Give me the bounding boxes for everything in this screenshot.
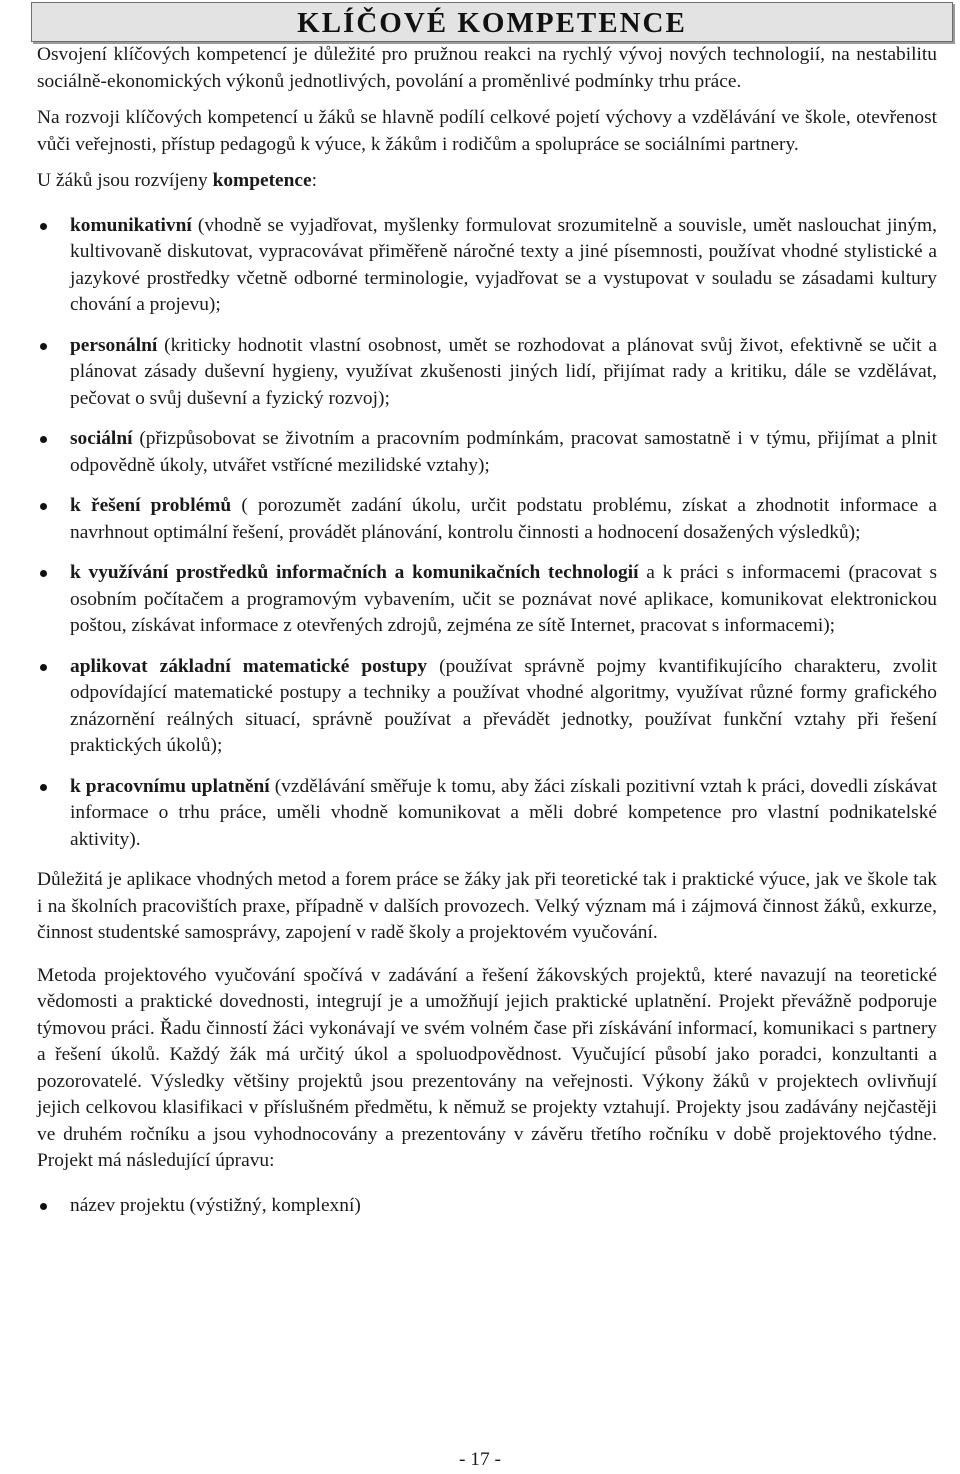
competence-text: (přizpůsobovat se životním a pracovním podmínkám, pracovat samostatně i v týmu, přijímat a plnit odpovědně úkoly, utvářet vstřícné mezilidské vztahy); [70,428,937,476]
competence-name: k využívání prostředků informačních a komunikačních technologií [70,562,639,583]
competence-text: a k práci s informacemi (pracovat s osobním počítačem a programovým vybavením, učit se poznávat nové aplikace, komunikovat elektronickou poštou, získávat informace z otevřených zdrojů, zejména ze sítě Internet, pracovat s informacemi); [70,562,937,636]
bullet-icon [40,343,47,350]
bullet-icon [40,570,47,577]
bullet-icon [40,664,47,671]
document-body [37,42,937,1233]
competence-name: komunikativní [70,214,192,236]
page-title: KLÍČOVÉ KOMPETENCE [297,7,687,39]
competences-lead [37,168,937,195]
list-item [37,333,937,413]
intro-paragraph-2: Na rozvoji klíčových kompetencí u žáků se hlavně podílí celkové pojetí výchovy a vzdělávání ve škole, otevřenost vůči veřejnosti, přístup pedagogů k výuce, k žákům i rodičům a spolupráce se sociálními partnery. [37,107,937,155]
competence-text: (vhodně se vyjadřovat, myšlenky formulovat srozumitelně a souvisle, umět naslouchat jiným, kultivovaně diskutovat, vypracovávat přiměřeně náročné texty a jiné písemnosti, používat vhodné stylistické a jazykové prostředky včetně odborné terminologie, vyjadřovat se a vystupovat v souladu se zásadami kultury chování a projevu); [70,214,937,315]
lead-text: U žáků jsou rozvíjeny [37,170,213,191]
bullet-icon [40,784,47,791]
competence-text: (kriticky hodnotit vlastní osobnost, umět se rozhodovat a plánovat svůj život, efektivně se učit a plánovat zásady duševní hygieny, využívat zkušenosti jiných lidí, přijímat rady a kritiku, dále se vzdělávat, pečovat o svůj duševní a fyzický rozvoj); [70,334,937,409]
bullet-icon [40,223,47,230]
competence-name: aplikovat základní matematické postupy [70,655,428,677]
bullet-icon [40,436,47,443]
competence-name: sociální [70,428,133,449]
list-item [37,654,937,760]
list-item [37,213,937,319]
competence-list [37,213,937,854]
list-item [37,560,937,640]
competence-name: k pracovnímu uplatnění [70,775,270,797]
title-banner [31,2,953,42]
methods-paragraph: Důležitá je aplikace vhodných metod a forem práce se žáky jak při teoretické tak i praktické výuce, jak ve škole tak i na školních pracovištích praxe, případně v dalších provozech. Velký význam má i zájmová činnost žáků, exkurze, činnost studentské samosprávy, zapojení v radě školy a projektovém vyučování. [37,869,937,943]
project-item-text: název projektu (výstižný, komplexní) [70,1194,361,1216]
competence-name: k řešení problémů [70,495,232,516]
competence-text: (vzdělávání směřuje k tomu, aby žáci získali pozitivní vztah k práci, dovedli získávat informace o trhu práce, uměli vhodně komunikovat a měli dobré kompetence pro vlastní podnikatelské aktivity). [70,775,938,850]
project-paragraph: Metoda projektového vyučování spočívá v zadávání a řešení žákovských projektů, které navazují na teoretické vědomosti a praktické dovednosti, integrují je a umožňují jejich praktické uplatnění. Projekt převážně podporuje týmovou práci. Řadu činností žáci vykonávají ve svém volném čase při získávání informací, komunikaci s partnery a řešení úkolů. Každý žák má určitý úkol a spoluodpovědnost. Vyučující působí jako poradci, konzultanti a pozorovatelé. Výsledky většiny projektů jsou prezentovány na veřejnosti. Výkony žáků v projektech ovlivňují jejich celkovou klasifikaci v příslušném předmětu, k němuž se projekty vztahují. Projekty jsou zadávány nejčastěji ve druhém ročníku a jsou vyhodnocovány a prezentovány v závěru třetího ročníku v době projektového týdne. Projekt má následující úpravu: [37,964,937,1171]
project-structure-list [37,1193,937,1220]
list-item [37,426,937,479]
list-item [37,1193,937,1220]
intro-paragraph-1: Osvojení klíčových kompetencí je důležité pro pružnou reakci na rychlý vývoj nových technologií, na nestabilitu sociálně-ekonomických výkonů jednotlivých, povolání a proměnlivé podmínky trhu práce. [37,44,937,92]
competence-text: ( porozumět zadání úkolu, určit podstatu problému, získat a zhodnotit informace a navrhnout optimální řešení, provádět plánování, kontrolu činnosti a hodnocení dosažených výsledků); [70,495,937,543]
competence-text: (používat správně pojmy kvantifikujícího charakteru, zvolit odpovídající matematické postupy a techniky a používat vhodné algoritmy, využívat různé formy grafického znázornění reálných situací, správně používat a převádět jednotky, používat funkční vztahy při řešení praktických úkolů); [70,655,937,756]
lead-colon: : [311,170,318,191]
page-number: - 17 - [458,1449,501,1470]
bullet-icon [40,503,47,510]
list-item [37,774,937,854]
list-item [37,493,937,546]
lead-bold: kompetence [212,170,312,191]
competence-name: personální [70,334,158,356]
bullet-icon [40,1203,47,1210]
